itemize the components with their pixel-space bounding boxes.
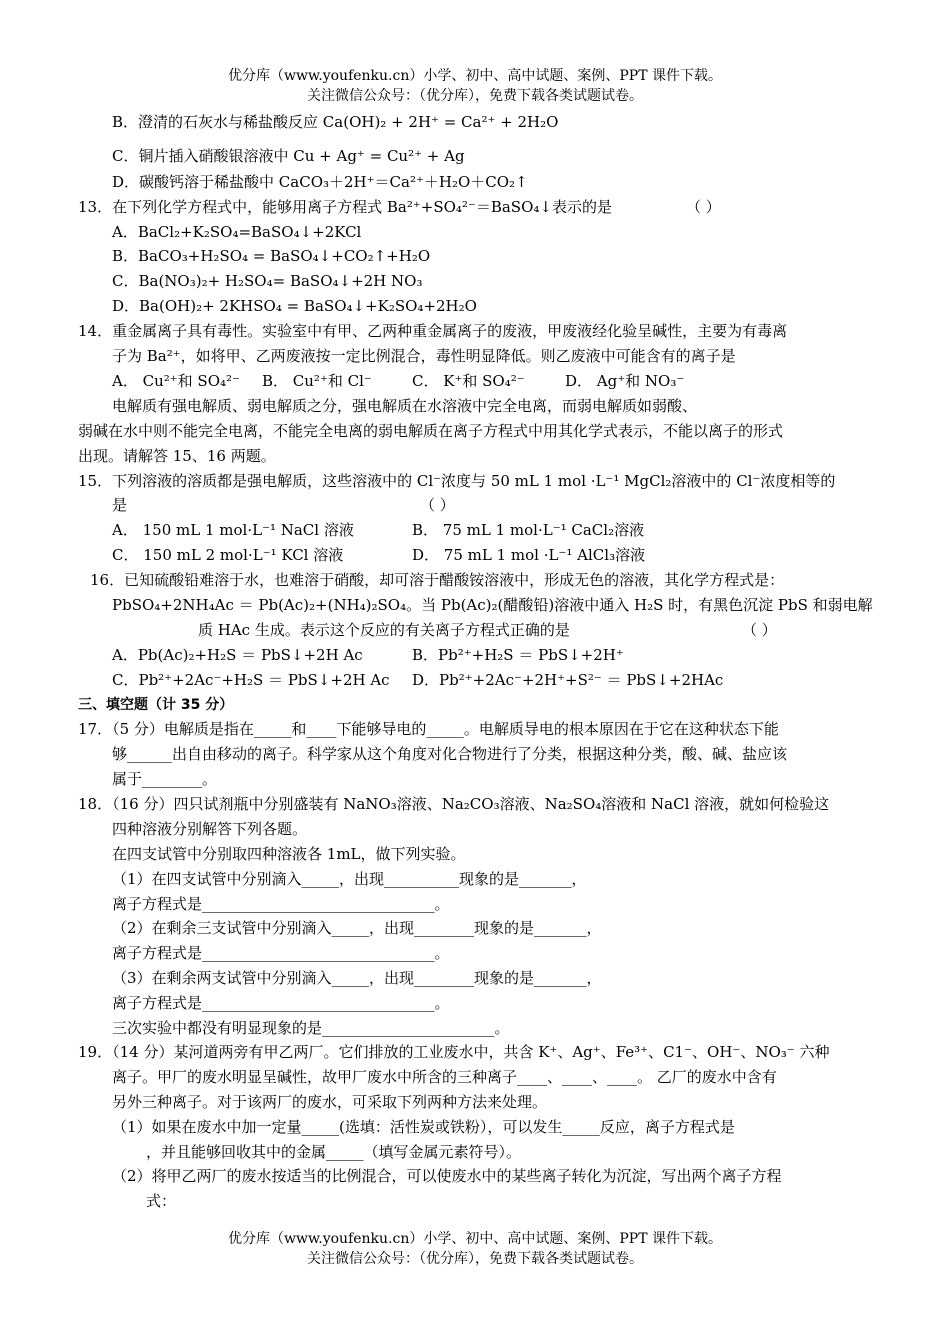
q13-stem: 13．在下列化学方程式中，能够用离子方程式 Ba²⁺+SO₄²⁻＝BaSO₄↓表示的是 [78, 198, 612, 216]
q13-answer-paren: （ ） [686, 198, 721, 216]
q15-option-c: C． 150 mL 2 mol·L⁻¹ KCl 溶液 [112, 546, 344, 564]
header-line-1: 优分库（www.youfenku.cn）小学、初中、高中试题、案例、PPT 课件下载。 [227, 68, 722, 84]
q17-line-3: 属于________。 [112, 770, 218, 788]
footer-line-2: 关注微信公众号：（优分库），免费下载各类试题试卷。 [307, 1251, 643, 1267]
q18-line-3: 在四支试管中分别取四种溶液各 1mL，做下列实验。 [112, 845, 466, 863]
q14-stem-2: 子为 Ba²⁺，如将甲、乙两废液按一定比例混合，毒性明显降低。则乙废液中可能含有的离子是 [112, 347, 736, 365]
q12-option-d: D．碳酸钙溶于稀盐酸中 CaCO₃＋2H⁺＝Ca²⁺＋H₂O＋CO₂↑ [112, 173, 528, 191]
q16-option-a: A．Pb(Ac)₂+H₂S ＝ PbS↓+2H Ac [112, 646, 363, 664]
q19-line-1: 19．（14 分）某河道两旁有甲乙两厂。它们排放的工业废水中，共含 K⁺、Ag⁺、Fe³⁺、C1⁻、OH⁻、NO₃⁻ 六种 [78, 1043, 830, 1061]
q13-option-b: B．BaCO₃+H₂SO₄ = BaSO₄↓+CO₂↑+H₂O [112, 247, 431, 265]
q17-line-2: 够______出自由移动的离子。科学家从这个角度对化合物进行了分类，根据这种分类，酸、碱、盐应该 [112, 745, 788, 763]
q17-line-1: 17．（5 分）电解质是指在_____和____下能够导电的_____。电解质导电的根本原因在于它在这种状态下能 [78, 720, 779, 738]
q19-part-1-cont: ，并且能够回收其中的金属_____（填写金属元素符号）。 [146, 1143, 522, 1161]
q18-step-2: （2）在剩余三支试管中分别滴入_____，出现________现象的是_______， [112, 919, 602, 937]
footer-line-1: 优分库（www.youfenku.cn）小学、初中、高中试题、案例、PPT 课件下载。 [227, 1231, 722, 1247]
q15-stem-2: 是 [112, 496, 128, 514]
q14-stem-1: 14．重金属离子具有毒性。实验室中有甲、乙两种重金属离子的废液，甲废液经化验呈碱性，主要为有毒离 [78, 322, 788, 340]
q18-step-3-equation: 离子方程式是_______________________________。 [112, 994, 450, 1012]
q16-stem-1: 16．已知硫酸铅难溶于水，也难溶于硝酸，却可溶于醋酸铵溶液中，形成无色的溶液，其化学方程式是： [90, 571, 785, 589]
q18-line-2: 四种溶液分别解答下列各题。 [112, 820, 308, 838]
q12-option-c: C．铜片插入硝酸银溶液中 Cu + Ag⁺ = Cu²⁺ + Ag [112, 147, 465, 165]
q18-step-3: （3）在剩余两支试管中分别滴入_____，出现________现象的是_______， [112, 969, 602, 987]
q15-option-a: A． 150 mL 1 mol·L⁻¹ NaCl 溶液 [112, 521, 354, 539]
passage-line-2: 弱碱在水中则不能完全电离，不能完全电离的弱电解质在离子方程式中用其化学式表示，不能以离子的形式 [78, 422, 784, 440]
q13-option-d: D．Ba(OH)₂+ 2KHSO₄ = BaSO₄↓+K₂SO₄+2H₂O [112, 297, 477, 315]
q18-line-1: 18．（16 分）四只试剂瓶中分别盛装有 NaNO₃溶液、Na₂CO₃溶液、Na₂SO₄溶液和 NaCl 溶液，就如何检验这 [78, 795, 830, 813]
q16-stem-2: PbSO₄+2NH₄Ac ＝ Pb(Ac)₂+(NH₄)₂SO₄。当 Pb(Ac)₂(醋酸铅)溶液中通入 H₂S 时，有黑色沉淀 PbS 和弱电解 [112, 596, 873, 614]
q19-line-3: 另外三种离子。对于该两厂的废水，可采取下列两种方法来处理。 [112, 1093, 548, 1111]
header-line-2: 关注微信公众号：（优分库），免费下载各类试题试卷。 [307, 88, 643, 104]
q15-stem-1: 15．下列溶液的溶质都是强电解质，这些溶液中的 Cl⁻浓度与 50 mL 1 mol ·L⁻¹ MgCl₂溶液中的 Cl⁻浓度相等的 [78, 472, 836, 490]
q14-option-d: D． Ag⁺和 NO₃⁻ [565, 372, 685, 390]
q14-option-c: C． K⁺和 SO₄²⁻ [412, 372, 525, 390]
q18-step-1-equation: 离子方程式是_______________________________。 [112, 895, 450, 913]
q15-answer-paren: （ ） [420, 496, 455, 514]
q16-option-b: B．Pb²⁺+H₂S ＝ PbS↓+2H⁺ [412, 646, 624, 664]
q18-step-2-equation: 离子方程式是_______________________________。 [112, 944, 450, 962]
q18-conclusion: 三次实验中都没有明显现象的是_______________________。 [112, 1019, 510, 1037]
q15-option-b: B． 75 mL 1 mol·L⁻¹ CaCl₂溶液 [412, 521, 645, 539]
q19-part-1: （1）如果在废水中加一定量_____(选填：活性炭或铁粉），可以发生_____反应，离子方程式是 [112, 1118, 735, 1136]
q19-part-2: （2）将甲乙两厂的废水按适当的比例混合，可以使废水中的某些离子转化为沉淀，写出两个离子方程 [112, 1167, 782, 1185]
passage-line-1: 电解质有强电解质、弱电解质之分，强电解质在水溶液中完全电离，而弱电解质如弱酸、 [112, 397, 698, 415]
q14-option-a: A． Cu²⁺和 SO₄²⁻ [112, 372, 240, 390]
section-3-title: 三、填空题（计 35 分） [78, 697, 234, 713]
passage-line-3: 出现。请解答 15、16 两题。 [78, 447, 276, 465]
q12-option-b: B．澄清的石灰水与稀盐酸反应 Ca(OH)₂ + 2H⁺ = Ca²⁺ + 2H₂O [112, 113, 559, 131]
q14-option-b: B． Cu²⁺和 Cl⁻ [262, 372, 372, 390]
q16-option-c: C．Pb²⁺+2Ac⁻+H₂S ＝ PbS↓+2H Ac [112, 671, 390, 689]
q16-stem-3: 质 HAc 生成。表示这个反应的有关离子方程式正确的是 [198, 621, 570, 639]
q19-part-2-cont: 式： [146, 1192, 177, 1210]
q18-step-1: （1）在四支试管中分别滴入_____，出现__________现象的是_______， [112, 870, 587, 888]
q19-line-2: 离子。甲厂的废水明显呈碱性，故甲厂废水中所含的三种离子____、____、____。 乙厂的废水中含有 [112, 1068, 777, 1086]
q13-option-c: C．Ba(NO₃)₂+ H₂SO₄= BaSO₄↓+2H NO₃ [112, 272, 423, 290]
q16-answer-paren: （ ） [742, 621, 777, 639]
q13-option-a: A．BaCl₂+K₂SO₄=BaSO₄↓+2KCl [112, 223, 362, 241]
q16-option-d: D．Pb²⁺+2Ac⁻+2H⁺+S²⁻ ＝ PbS↓+2HAc [412, 671, 724, 689]
q15-option-d: D． 75 mL 1 mol ·L⁻¹ AlCl₃溶液 [412, 546, 646, 564]
